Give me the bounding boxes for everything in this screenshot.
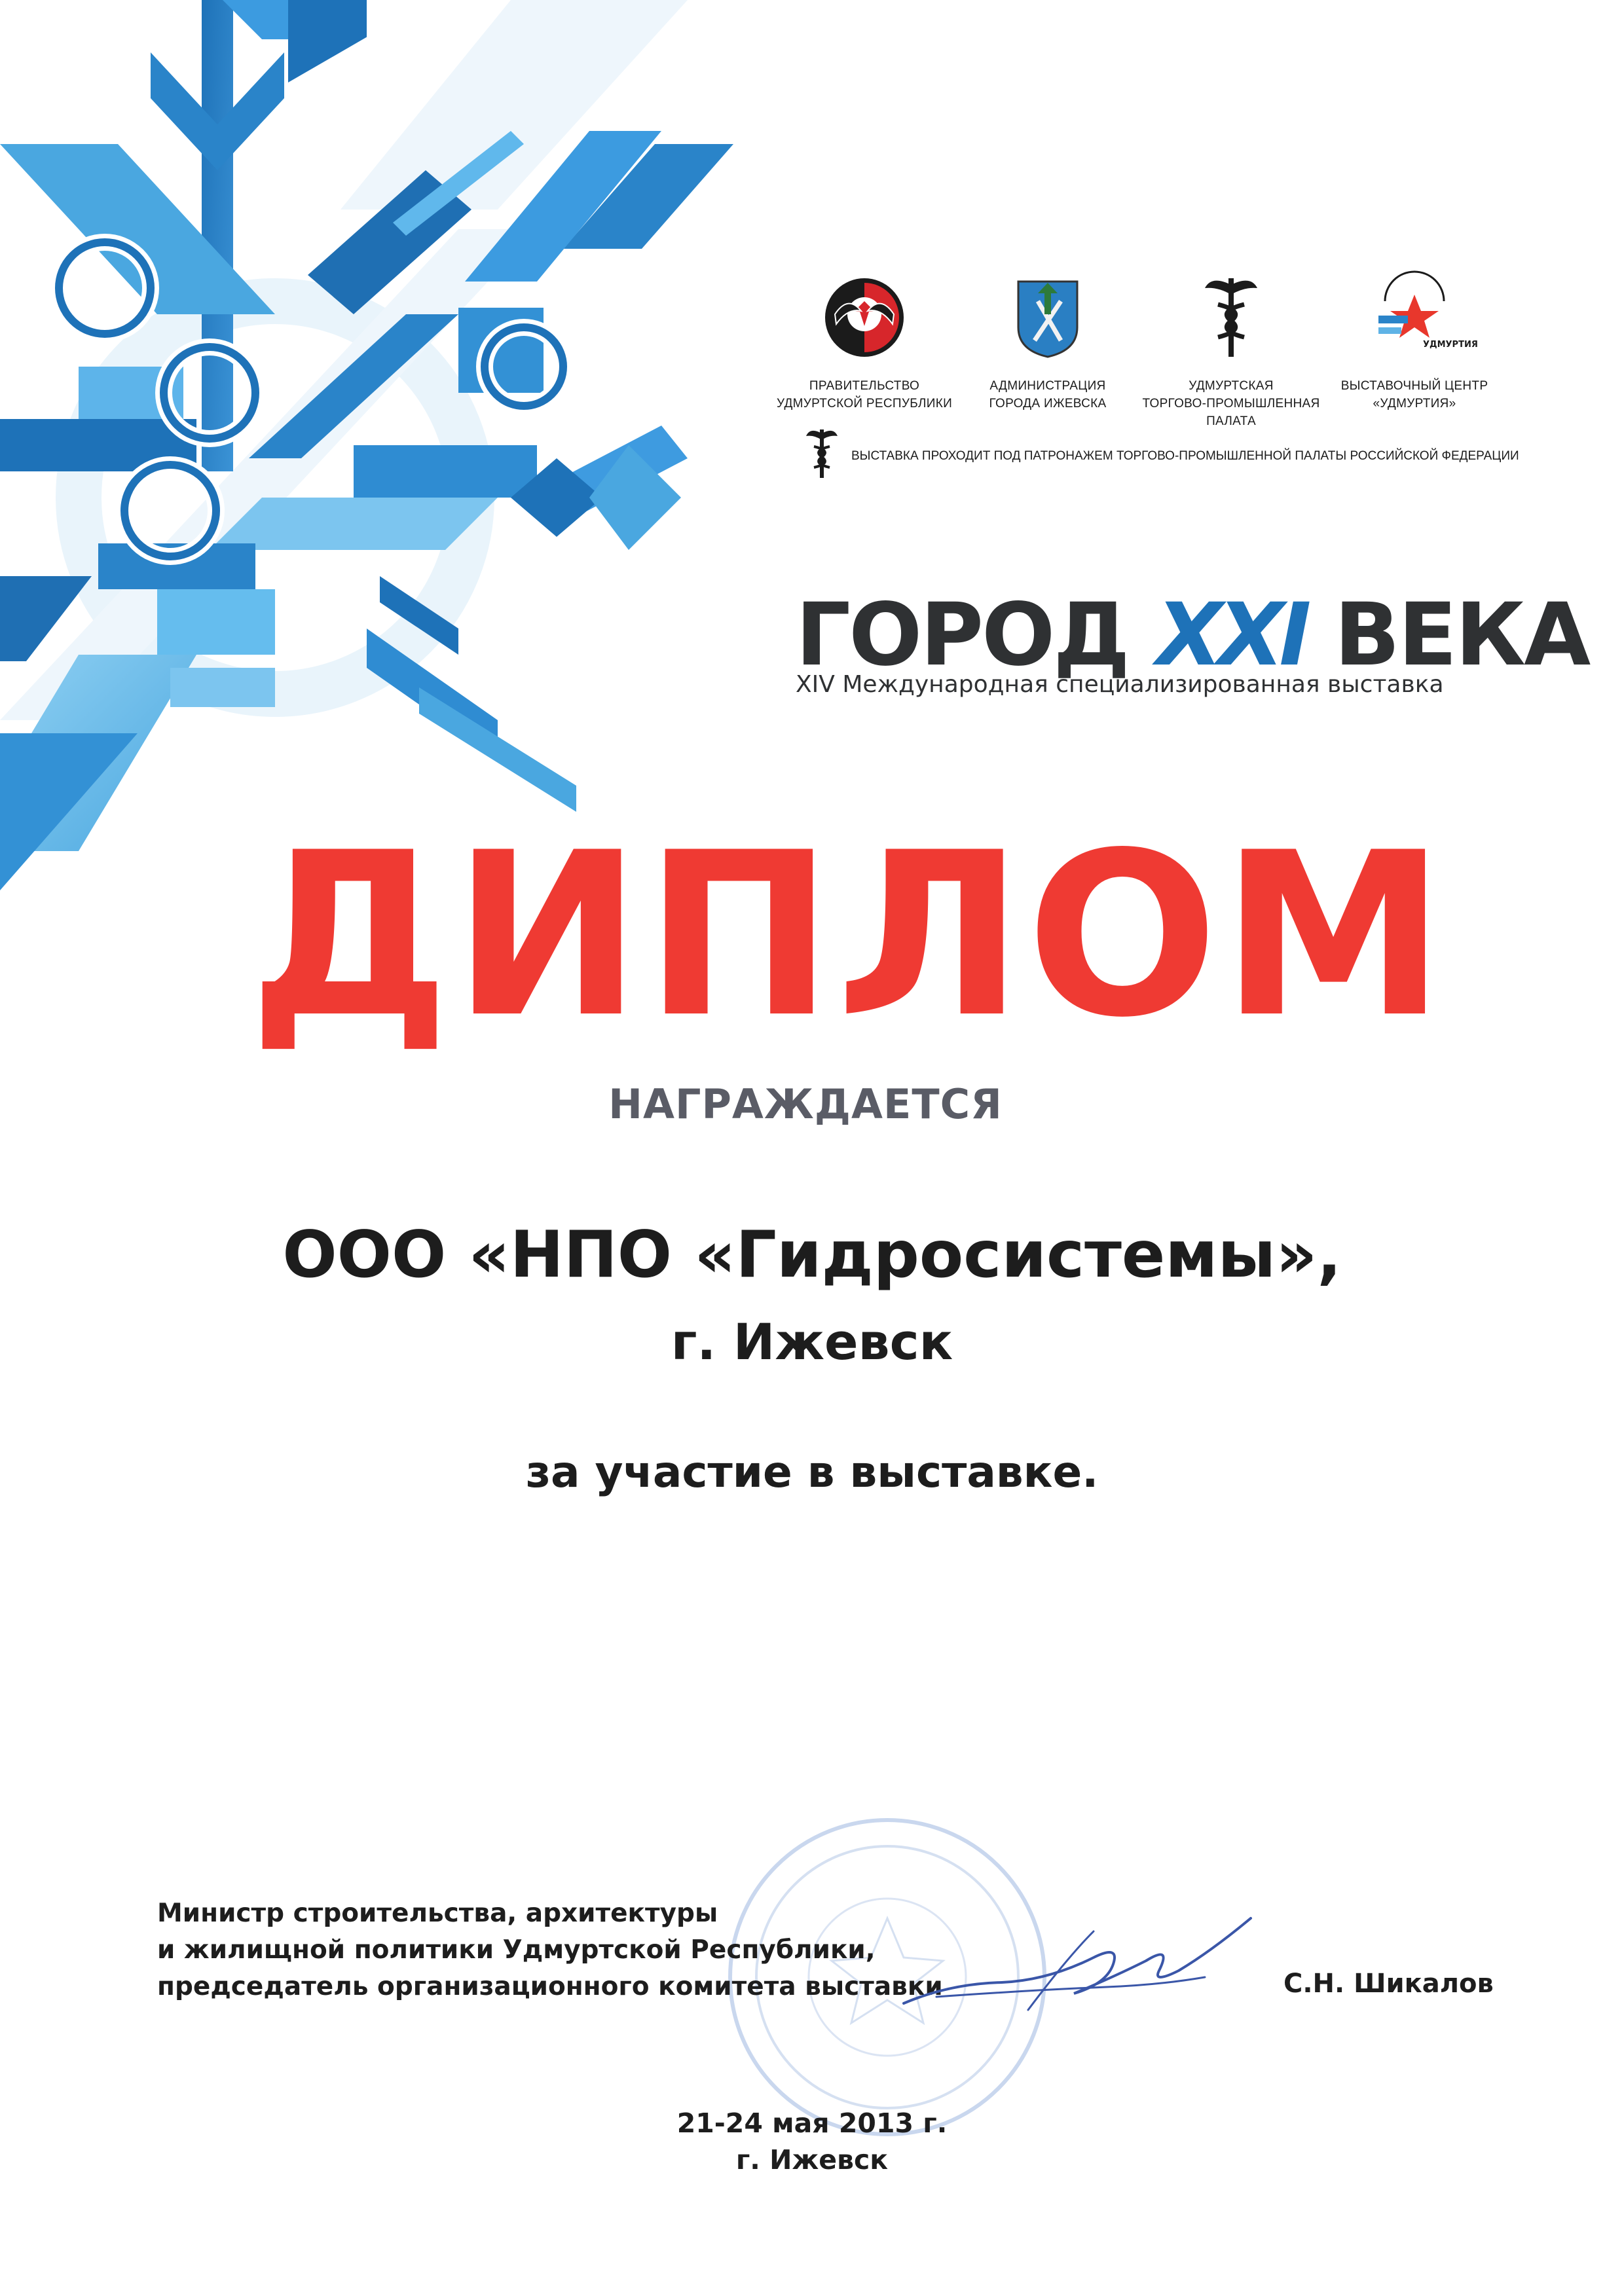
- logo-caption-line: ПАЛАТА: [1206, 414, 1256, 428]
- expo-center-udmurtia-logo-icon: [1372, 275, 1478, 360]
- logo-caption-line: ВЫСТАВОЧНЫЙ ЦЕНТР: [1340, 379, 1488, 393]
- udmurt-republic-emblem-icon: [822, 275, 907, 360]
- event-city: г. Ижевск: [735, 2144, 889, 2176]
- logo-caption-line: УДМУРТСКАЯ: [1189, 379, 1274, 393]
- logo-caption-line: ПРАВИТЕЛЬСТВО: [809, 379, 920, 393]
- signatory-title: [157, 1895, 1008, 2005]
- logo-caption-line: УДМУРТСКОЙ РЕСПУБЛИКИ: [776, 397, 953, 410]
- logo-caption-line: ГОРОДА ИЖЕВСКА: [989, 397, 1107, 410]
- signatory-name: С.Н. Шикалов: [1283, 1969, 1494, 1999]
- signatory-title-line: председатель организационного комитета выставки: [157, 1972, 943, 2001]
- award-reason: за участие в выставке.: [525, 1447, 1099, 1497]
- logo-caption-line: «УДМУРТИЯ»: [1373, 397, 1456, 410]
- diploma-heading: ДИПЛОМ: [249, 805, 1449, 1067]
- exhibition-title-roman: XXI: [1156, 585, 1306, 685]
- logo-caption-line: ТОРГОВО-ПРОМЫШЛЕННАЯ: [1142, 397, 1320, 410]
- awarded-label: НАГРАЖДАЕТСЯ: [608, 1080, 1003, 1128]
- logo-izhevsk-administration: [943, 275, 1153, 412]
- izhevsk-coat-of-arms-icon: [1005, 275, 1090, 360]
- recipient-city: г. Ижевск: [671, 1313, 953, 1371]
- logo-udmurt-government: [760, 275, 969, 412]
- handwritten-signature-icon: [897, 1905, 1264, 2030]
- logo-caption-line: АДМИНИСТРАЦИЯ: [989, 379, 1106, 393]
- recipient-organization: ООО «НПО «Гидросистемы»,: [282, 1218, 1342, 1292]
- exhibition-subtitle: XIV Международная специализированная выставка: [796, 671, 1444, 698]
- caduceus-icon: [802, 427, 841, 479]
- expo-center-badge-text: УДМУРТИЯ: [1423, 340, 1478, 350]
- exhibition-title-left: ГОРОД: [796, 585, 1156, 685]
- patronage-line: [802, 427, 1519, 479]
- exhibition-title: [796, 586, 1589, 684]
- logo-udmurt-chamber-of-commerce: [1126, 275, 1336, 430]
- event-date-place: [616, 2105, 1008, 2178]
- patronage-text: ВЫСТАВКА ПРОХОДИТ ПОД ПАТРОНАЖЕМ ТОРГОВО-ПРОМЫШЛЕННОЙ ПАЛАТЫ РОССИЙСКОЙ ФЕДЕРАЦИИ: [851, 449, 1519, 463]
- exhibition-title-right: ВЕКА: [1306, 585, 1589, 685]
- caduceus-icon: [1189, 275, 1274, 360]
- signatory-title-line: Министр строительства, архитектуры: [157, 1899, 718, 1928]
- logo-expo-center-udmurtia: [1310, 275, 1519, 412]
- signatory-title-line: и жилищной политики Удмуртской Республики,: [157, 1935, 876, 1965]
- event-dates: 21-24 мая 2013 г.: [676, 2107, 948, 2139]
